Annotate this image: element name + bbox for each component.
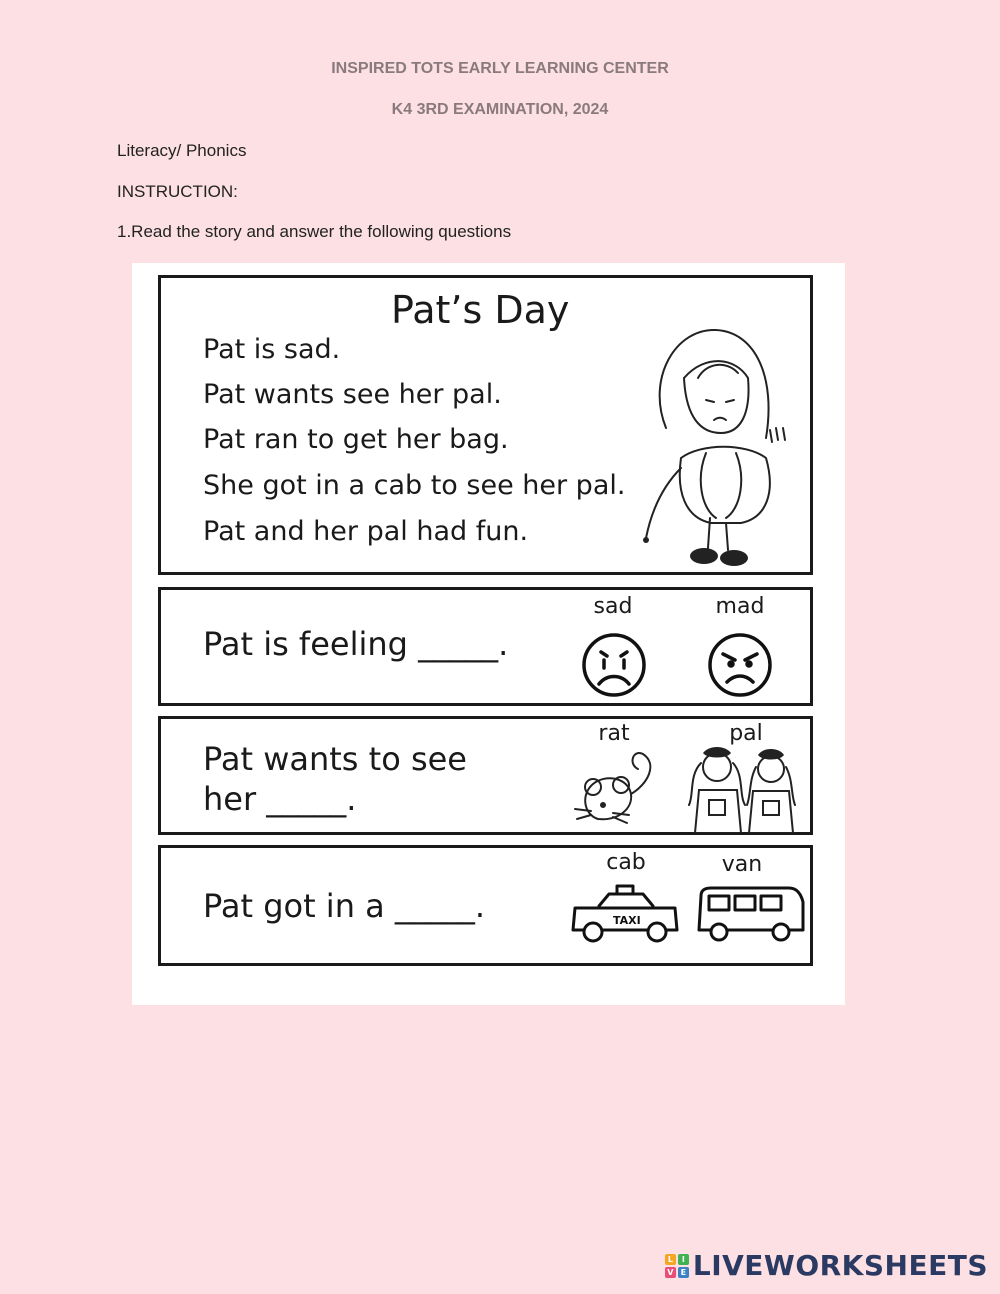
question-text: her _____. bbox=[203, 780, 357, 818]
logo-tile: E bbox=[678, 1267, 689, 1278]
mad-face-icon[interactable] bbox=[695, 630, 785, 700]
question-box-2 bbox=[158, 716, 813, 835]
liveworksheets-logo bbox=[665, 1249, 988, 1282]
option-label-cab: cab bbox=[606, 850, 646, 875]
exam-title: K4 3RD EXAMINATION, 2024 bbox=[391, 101, 609, 118]
subject-label: Literacy/ Phonics bbox=[117, 141, 247, 160]
logo-mark bbox=[665, 1254, 689, 1278]
pals-icon[interactable] bbox=[679, 745, 809, 833]
logo-tile: I bbox=[678, 1254, 689, 1265]
taxi-cab-icon[interactable] bbox=[569, 884, 681, 946]
story-box bbox=[158, 275, 813, 575]
option-label-sad: sad bbox=[593, 594, 633, 619]
story-line: Pat is sad. bbox=[203, 334, 341, 365]
question-box-1 bbox=[158, 587, 813, 706]
school-name: INSPIRED TOTS EARLY LEARNING CENTER bbox=[331, 60, 669, 77]
logo-tile: V bbox=[665, 1267, 676, 1278]
option-label-van: van bbox=[721, 852, 763, 877]
question-text: Pat is feeling _____. bbox=[203, 625, 509, 663]
instruction-text: 1.Read the story and answer the following questions bbox=[117, 222, 512, 241]
sad-girl-illustration bbox=[626, 318, 806, 568]
instruction-label: INSTRUCTION: bbox=[117, 182, 238, 201]
story-line: Pat ran to get her bag. bbox=[203, 424, 509, 455]
question-text: Pat got in a _____. bbox=[203, 887, 486, 925]
rat-icon[interactable] bbox=[573, 749, 663, 833]
van-icon[interactable] bbox=[695, 886, 807, 948]
brand-name: LIVEWORKSHEETS bbox=[692, 1249, 988, 1282]
sad-face-icon[interactable] bbox=[569, 630, 659, 700]
option-label-pal: pal bbox=[729, 721, 763, 746]
logo-tile: L bbox=[665, 1254, 676, 1265]
question-box-3 bbox=[158, 845, 813, 966]
story-title: Pat’s Day bbox=[391, 288, 570, 332]
taxi-sign: TAXI bbox=[613, 914, 641, 927]
story-line: Pat wants see her pal. bbox=[203, 379, 502, 410]
story-line: Pat and her pal had fun. bbox=[203, 516, 529, 547]
option-label-rat: rat bbox=[598, 721, 630, 746]
option-label-mad: mad bbox=[715, 594, 765, 619]
question-text: Pat wants to see bbox=[203, 740, 467, 778]
worksheet-image bbox=[132, 263, 845, 1005]
story-line: She got in a cab to see her pal. bbox=[203, 470, 626, 501]
